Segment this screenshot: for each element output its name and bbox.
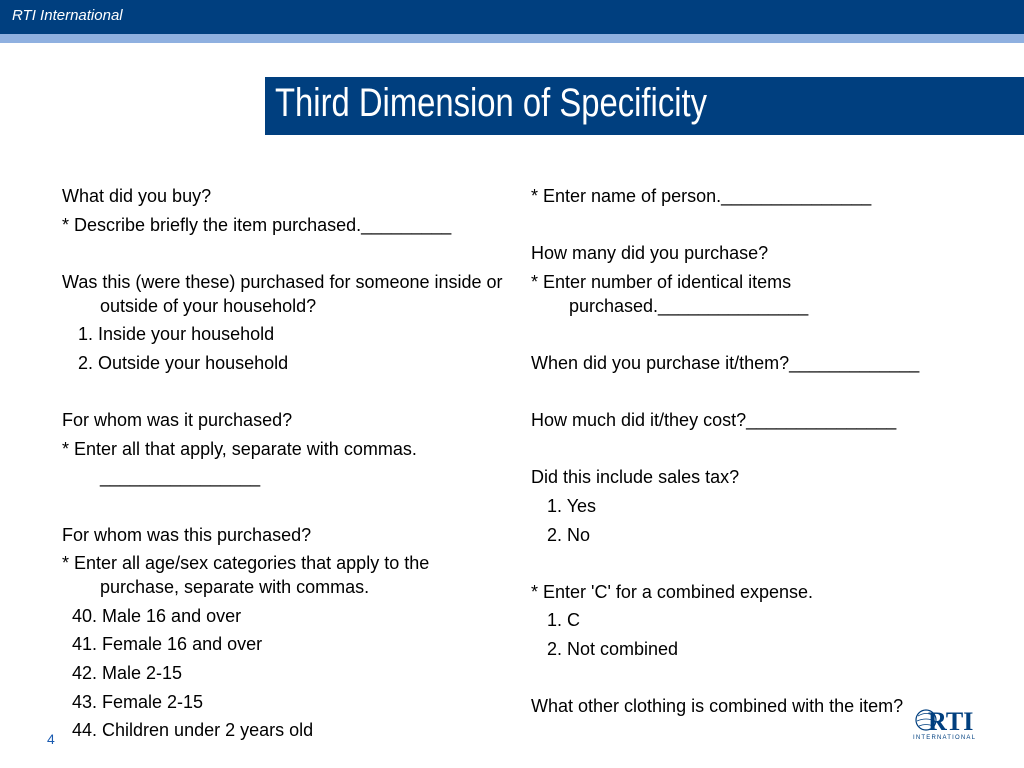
spacer xyxy=(531,380,981,409)
slide-title: Third Dimension of Specificity xyxy=(275,81,708,125)
question-text: What did you buy? xyxy=(62,186,212,206)
question-text: When did you purchase it/them?_____________ xyxy=(531,352,920,373)
rti-logo xyxy=(912,707,992,741)
answer-blank: ________________ xyxy=(100,467,261,488)
spacer xyxy=(531,213,981,242)
answer-option: 1. C xyxy=(547,610,581,631)
answer-option: 44. Children under 2 years old xyxy=(72,720,314,741)
spacer xyxy=(531,551,981,580)
instruction-text: * Enter all age/sex categories that apply to the purchase, separate with commas. xyxy=(62,553,430,598)
spacer xyxy=(531,322,981,351)
answer-option: 1. Inside your household xyxy=(78,324,275,345)
brand-label: RTI International xyxy=(12,7,123,24)
instruction-text: * Enter 'C' for a combined expense. xyxy=(531,581,814,602)
answer-option: 43. Female 2-15 xyxy=(72,691,204,712)
question-text: What other clothing is combined with the item? xyxy=(531,696,904,717)
answer-option: 41. Female 16 and over xyxy=(72,634,263,655)
question-text: Was this (were these) purchased for someone inside or outside of your household? xyxy=(62,271,503,316)
spacer xyxy=(62,380,512,409)
spacer xyxy=(62,494,512,523)
header-stripe xyxy=(0,34,1024,43)
instruction-text: * Enter number of identical items purchased._______________ xyxy=(531,271,809,316)
right-column xyxy=(531,184,981,723)
answer-option: 2. Not combined xyxy=(547,638,679,659)
instruction-text: * Enter name of person._______________ xyxy=(531,186,872,206)
question-text: Did this include sales tax? xyxy=(531,467,740,488)
header-bar xyxy=(0,0,1024,34)
question-text: For whom was this purchased? xyxy=(62,524,312,545)
question-text: How much did it/they cost?_______________ xyxy=(531,410,897,431)
logo-text: RTI xyxy=(928,707,974,736)
title-box xyxy=(265,77,1024,135)
logo-subtext: INTERNATIONAL xyxy=(913,735,977,741)
instruction-text: * Enter all that apply, separate with commas. xyxy=(62,438,417,459)
page-number: 4 xyxy=(47,731,55,747)
answer-option: 40. Male 16 and over xyxy=(72,605,242,626)
spacer xyxy=(62,241,512,270)
spacer xyxy=(531,437,981,466)
instruction-text: * Describe briefly the item purchased._________ xyxy=(62,214,452,235)
answer-option: 42. Male 2-15 xyxy=(72,662,183,683)
answer-option: 1. Yes xyxy=(547,495,597,516)
left-column xyxy=(62,184,512,747)
answer-option: 2. No xyxy=(547,524,591,545)
question-text: How many did you purchase? xyxy=(531,243,769,264)
spacer xyxy=(531,666,981,695)
question-text: For whom was it purchased? xyxy=(62,410,293,431)
answer-option: 2. Outside your household xyxy=(78,352,289,373)
